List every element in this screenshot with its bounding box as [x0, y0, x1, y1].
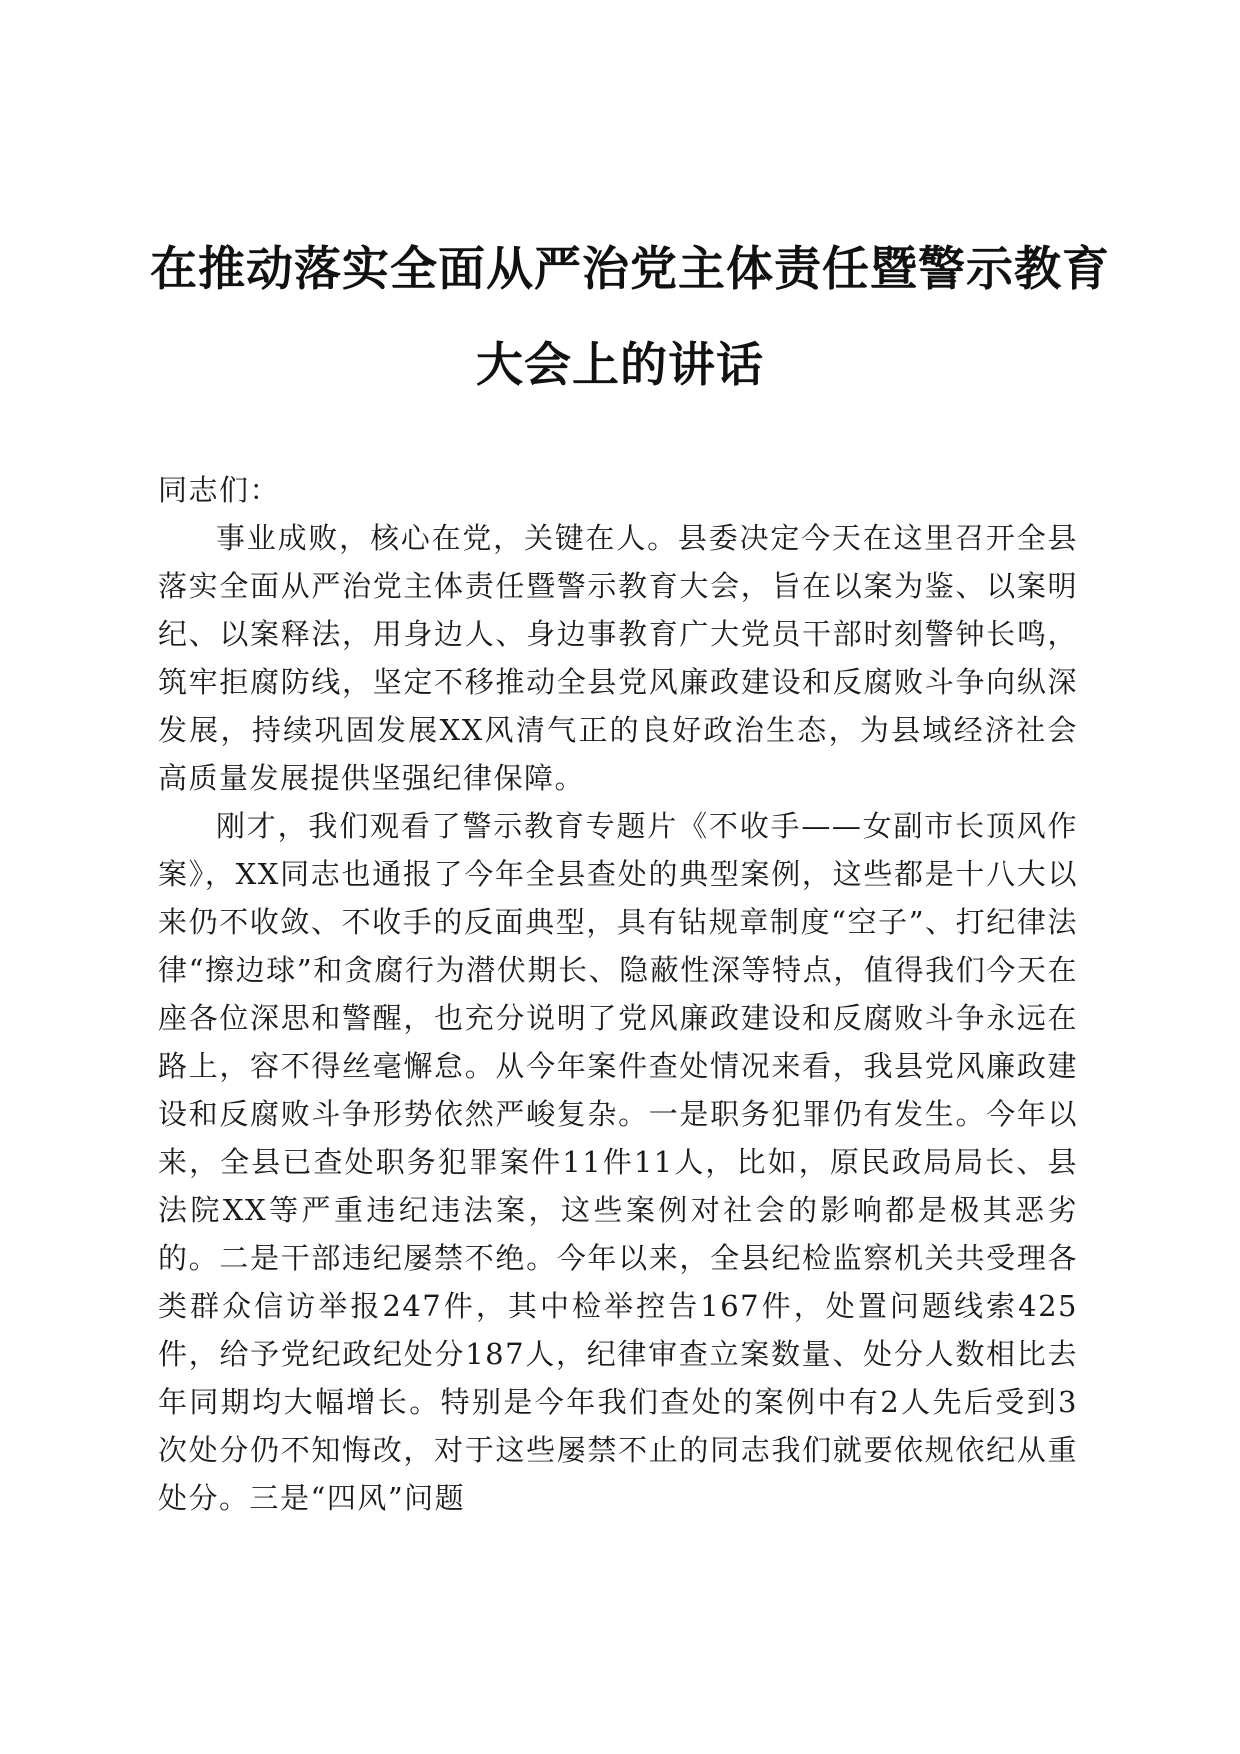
paragraph-2: 刚才，我们观看了警示教育专题片《不收手——女副市长顶风作案》，XX同志也通报了今年全县查处的典型案例，这些都是十八大以来仍不收敛、不收手的反面典型，具有钻规章制度“空子”、打纪律法律“擦边球”和贪腐行为潜伏期长、隐蔽性深等特点，值得我们今天在座各位深思和警醒，也充分说明了党风廉政建设和反腐败斗争永远在路上，容不得丝毫懈怠。从今年案件查处情况来看，我县党风廉政建设和反腐败斗争形势依然严峻复杂。一是职务犯罪仍有发生。今年以来，全县已查处职务犯罪案件11件11人，比如，原民政局局长、县法院XX等严重违纪违法案，这些案例对社会的影响都是极其恶劣的。二是干部违纪屡禁不绝。今年以来，全县纪检监察机关共受理各类群众信访举报247件，其中检举控告167件，处置问题线索425件，给予党纪政纪处分187人，纪律审查立案数量、处分人数相比去年同期均大幅增长。特别是今年我们查处的案例中有2人先后受到3次处分仍不知悔改，对于这些屡禁不止的同志我们就要依规依纪从重处分。三是“四风”问题	[158, 809, 1078, 1515]
title-line-1: 在推动落实全面从严治党主体责任暨警示教育	[150, 242, 1110, 297]
title-line-2: 大会上的讲话	[476, 338, 764, 393]
salutation: 同志们：	[158, 473, 281, 507]
document-body	[158, 466, 1078, 1522]
paragraph-1: 事业成败，核心在党，关键在人。县委决定今天在这里召开全县落实全面从严治党主体责任暨警示教育大会，旨在以案为鉴、以案明纪、以案释法，用身边人、身边事教育广大党员干部时刻警钟长鸣，筑牢拒腐防线，坚定不移推动全县党风廉政建设和反腐败斗争向纵深发展，持续巩固发展XX风清气正的良好政治生态，为县域经济社会高质量发展提供坚强纪律保障。	[158, 521, 1078, 795]
document-title	[150, 222, 1110, 414]
